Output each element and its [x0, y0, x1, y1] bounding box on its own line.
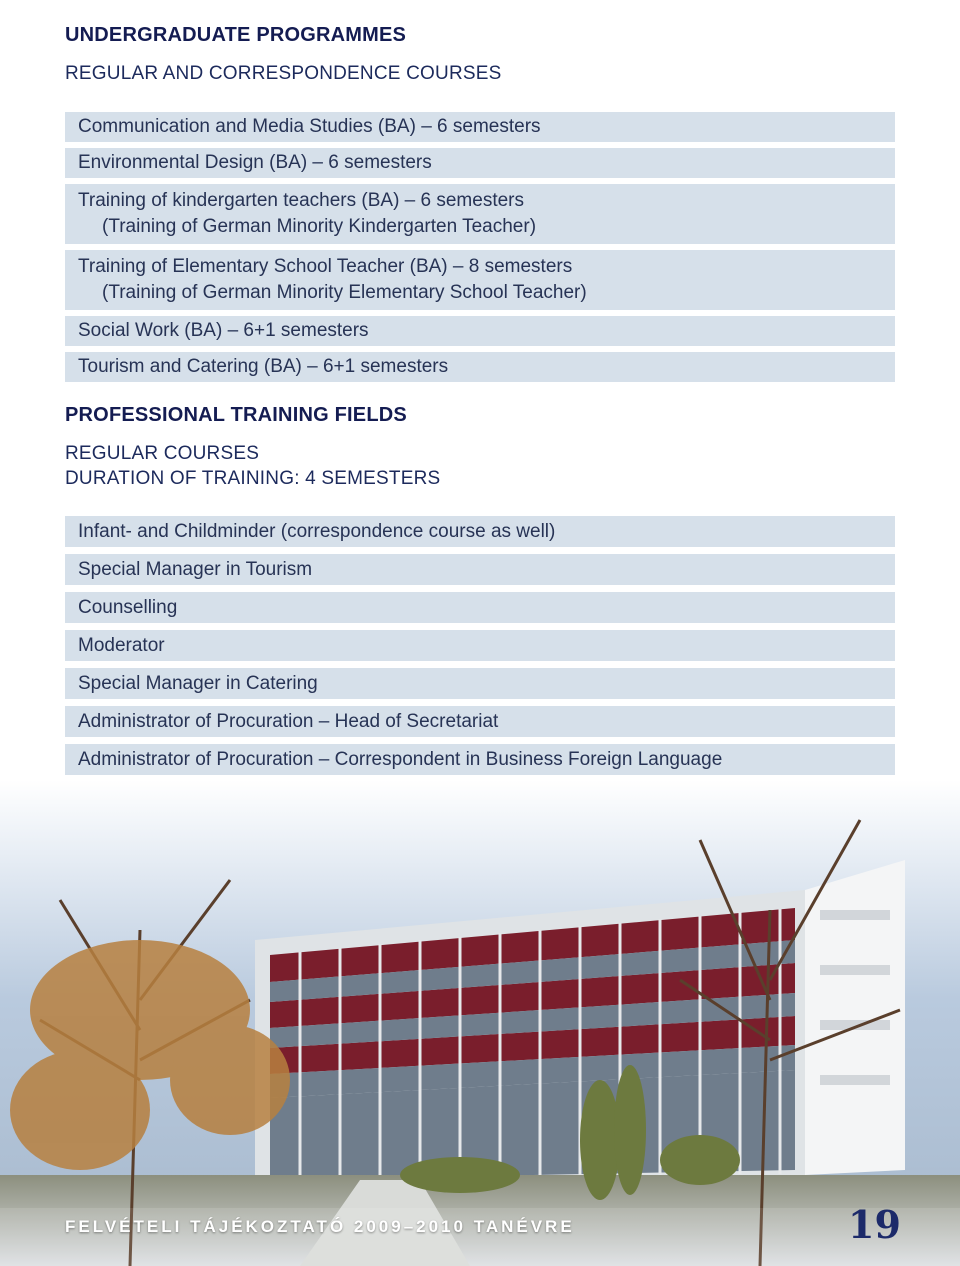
- list-item: [65, 250, 895, 310]
- list-item: [65, 744, 895, 775]
- list-item: [65, 668, 895, 699]
- item-text: Training of Elementary School Teacher (BA) – 8 semesters: [78, 256, 573, 277]
- item-text: Social Work (BA) – 6+1 semesters: [78, 320, 369, 341]
- page-number: 19: [848, 1202, 901, 1247]
- item-text: Tourism and Catering (BA) – 6+1 semesters: [78, 356, 449, 377]
- item-text: Special Manager in Catering: [78, 673, 318, 694]
- list-item: [65, 352, 895, 382]
- professional-heading: PROFESSIONAL TRAINING FIELDS: [65, 404, 407, 426]
- professional-subheading-2: DURATION OF TRAINING: 4 SEMESTERS: [65, 468, 441, 489]
- footer-title: FELVÉTELI TÁJÉKOZTATÓ 2009–2010 TANÉVRE: [65, 1217, 575, 1236]
- item-text: Communication and Media Studies (BA) – 6 semesters: [78, 116, 541, 137]
- list-item: [65, 516, 895, 547]
- list-item: [65, 630, 895, 661]
- photo-illustration: [0, 780, 960, 1266]
- item-text: Infant- and Childminder (correspondence course as well): [78, 521, 556, 542]
- item-text: Administrator of Procuration – Head of Secretariat: [78, 711, 499, 732]
- professional-subheading-1: REGULAR COURSES: [65, 443, 260, 464]
- list-item: [65, 592, 895, 623]
- item-text: Administrator of Procuration – Correspondent in Business Foreign Language: [78, 749, 723, 770]
- undergraduate-list: [65, 112, 895, 388]
- campus-building-photo: [0, 780, 960, 1266]
- item-text: Special Manager in Tourism: [78, 559, 313, 580]
- list-item: [65, 554, 895, 585]
- undergraduate-subheading: REGULAR AND CORRESPONDENCE COURSES: [65, 63, 502, 84]
- list-item: [65, 184, 895, 244]
- item-text: Environmental Design (BA) – 6 semesters: [78, 152, 432, 173]
- item-text: Training of kindergarten teachers (BA) – 6 semesters: [78, 190, 524, 211]
- list-item: [65, 148, 895, 178]
- list-item: [65, 112, 895, 142]
- list-item: [65, 316, 895, 346]
- item-text: Moderator: [78, 635, 165, 656]
- undergraduate-heading: UNDERGRADUATE PROGRAMMES: [65, 24, 407, 46]
- professional-list: [65, 516, 895, 782]
- item-subtext: (Training of German Minority Kindergarten Teacher): [102, 216, 537, 237]
- item-text: Counselling: [78, 597, 178, 618]
- item-subtext: (Training of German Minority Elementary School Teacher): [102, 282, 587, 303]
- list-item: [65, 706, 895, 737]
